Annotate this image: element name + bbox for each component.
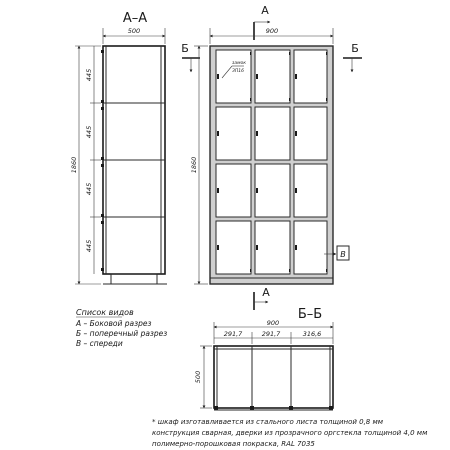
- plan-col-dim-2: 291,7: [261, 330, 281, 338]
- locker-door: [255, 221, 290, 274]
- shelf-dim-2: 445: [85, 125, 93, 139]
- legend-item: Б – поперечный разрез: [76, 329, 168, 338]
- locker-door: [216, 50, 251, 103]
- locker-door: [294, 107, 327, 160]
- locker-door: [255, 107, 290, 160]
- manufacturing-note: [152, 418, 428, 448]
- locker-door: [216, 221, 251, 274]
- lock-callout-model: ЗП16: [232, 69, 244, 74]
- front-view: [181, 4, 362, 310]
- front-height-dim: 1860: [190, 156, 198, 174]
- legend-title: Список видов: [76, 308, 134, 317]
- legend-item: В – спереди: [76, 339, 123, 348]
- locker-door: [255, 50, 290, 103]
- plan-depth-dim: 500: [194, 370, 202, 384]
- side-width-dim: 500: [127, 27, 141, 35]
- section-mark-right: Б: [351, 42, 359, 55]
- lock-callout-label: замок: [232, 61, 247, 66]
- note-line: * шкаф изготавливается из стального листа толщиной 0,8 мм: [152, 418, 384, 426]
- locker-door: [216, 107, 251, 160]
- side-view-title: А–А: [122, 11, 148, 26]
- plan-body: [214, 346, 333, 408]
- shelf-dim-1: 445: [85, 68, 93, 82]
- section-mark-left: Б: [181, 42, 189, 55]
- section-mark-top: А: [261, 4, 269, 17]
- view-marker-label: В: [340, 250, 346, 259]
- views-legend: [75, 308, 167, 348]
- plan-width-dim: 900: [266, 319, 280, 327]
- locker-door: [294, 164, 327, 217]
- locker-door: [294, 221, 327, 274]
- shelf-dim-3: 445: [85, 182, 93, 196]
- note-line: конструкция сварная, дверки из прозрачного оргстекла толщиной 4,0 мм: [152, 429, 428, 437]
- locker-door: [216, 164, 251, 217]
- plan-view: [194, 307, 333, 410]
- legend-item: А – Боковой разрез: [76, 319, 152, 328]
- side-plinth: [111, 274, 157, 284]
- note-line: полимерно-порошковая покраска, RAL 7035: [152, 440, 315, 448]
- plan-col-dim-3: 316,6: [302, 330, 322, 338]
- side-view: [70, 11, 167, 284]
- locker-door: [294, 50, 327, 103]
- plan-view-title: Б–Б: [297, 307, 323, 322]
- locker-door: [255, 164, 290, 217]
- shelf-dim-4: 445: [85, 239, 93, 253]
- section-mark-bottom: А: [262, 286, 270, 299]
- side-height-dim: 1860: [70, 156, 78, 174]
- plan-col-dim-1: 291,7: [223, 330, 243, 338]
- front-width-dim: 900: [265, 27, 279, 35]
